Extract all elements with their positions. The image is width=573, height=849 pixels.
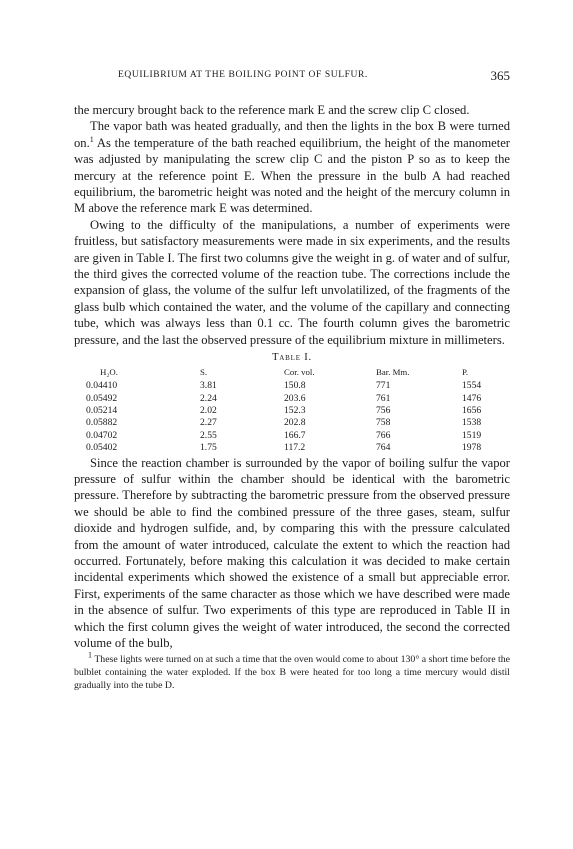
cell-pressure: 1656 <box>462 404 482 416</box>
cell-volume: 150.8 <box>284 380 306 392</box>
cell-volume: 166.7 <box>284 429 306 441</box>
cell-water: 0.05492 <box>86 392 118 404</box>
paragraph-vapor-bath-text-b: As the temperature of the bath reached equilibrium, the height of the manometer was adjusted by manipulating the screw clip C and the piston P so as to keep the mercury at the reference point E. When the pressure in the bulb A had reached equilibrium, the barometric height was noted and the height of the mercury column in M above the reference mark E was determined. <box>74 135 510 216</box>
cell-sulfur: 1.75 <box>200 442 217 454</box>
paragraph-vapor-bath <box>74 118 510 216</box>
cell-sulfur: 2.02 <box>200 404 217 416</box>
cell-sulfur: 2.24 <box>200 392 217 404</box>
cell-pressure: 1476 <box>462 392 482 404</box>
table-row <box>86 380 491 392</box>
paragraph-vapor-bath-text-a: The vapor bath was heated gradually, and then the lights in the box B were turned on. <box>74 119 510 150</box>
table-header-row <box>86 366 491 380</box>
cell-barometric: 771 <box>376 380 391 392</box>
paragraph-reaction-chamber: Since the reaction chamber is surrounded by the vapor of boiling sulfur the vapor pressure of sulfur within the chamber should be identical with the barometric pressure. Therefore by subtracting the barometric pressure from the observed pressure we should be able to find the combined pressure of the three gases, steam, sulfur dioxide and hydrogen sulfide, and, by comparing this with the pressure calculated from the amount of water introduced, calculate the extent to which the reaction had occurred. Fortunately, before making this calculation it was decided to make certain incidental experiments which showed the existence of a small but appreciable error. First, experiments of the same character as those which we have described were made in the absence of sulfur. Two experiments of this type are reproduced in Table II in which the first column gives the weight of water introduced, the second the corrected volume of the bulb, <box>74 455 510 650</box>
cell-barometric: 756 <box>376 404 391 416</box>
cell-sulfur: 2.27 <box>200 417 217 429</box>
footnote-text: These lights were turned on at such a time that the oven would come to about 130° a short time before the bulblet containing the water exploded. If the box B were heated for too long a time mercury would distil gradually into the tube D. <box>74 654 510 691</box>
column-header-volume: Cor. vol. <box>284 367 315 378</box>
cell-barometric: 761 <box>376 392 391 404</box>
cell-pressure: 1978 <box>462 442 482 454</box>
page-number: 365 <box>490 68 510 83</box>
column-header-sulfur: S. <box>200 367 208 378</box>
cell-water: 0.04702 <box>86 429 118 441</box>
cell-volume: 117.2 <box>284 442 306 454</box>
footnote <box>74 651 510 692</box>
cell-volume: 203.6 <box>284 392 306 404</box>
table-row <box>86 405 491 417</box>
table-caption: Table I. <box>272 352 312 364</box>
table-row <box>86 430 491 442</box>
running-head <box>74 70 510 86</box>
cell-water: 0.04410 <box>86 380 118 392</box>
cell-sulfur: 2.55 <box>200 429 217 441</box>
cell-volume: 202.8 <box>284 417 306 429</box>
data-table <box>86 366 491 454</box>
footnote-reference: 1 <box>89 134 94 144</box>
cell-water: 0.05402 <box>86 442 118 454</box>
cell-water: 0.05214 <box>86 404 118 416</box>
cell-barometric: 766 <box>376 429 391 441</box>
cell-sulfur: 3.81 <box>200 380 217 392</box>
cell-water: 0.05882 <box>86 417 118 429</box>
page <box>74 70 510 692</box>
footnote-body <box>74 651 510 692</box>
cell-pressure: 1519 <box>462 429 482 441</box>
cell-pressure: 1538 <box>462 417 482 429</box>
paragraph-manipulations: Owing to the difficulty of the manipulations, a number of experiments were fruitless, but satisfactory measurements were made in six experiments, and the results are given in Table I. The first two columns give the weight in g. of water and of sulfur, the third gives the corrected volume of the reaction tube. The corrections include the expansion of glass, the volume of the sulfur left unvolatilized, of the fragments of the glass bulb which contained the water, and the volume of the capillary and connecting tube, which was always less than 0.1 cc. The fourth column gives the barometric pressure, and the last the observed pressure of the equilibrium mixture in millimeters. <box>74 217 510 347</box>
column-header-pressure: P. <box>462 367 469 378</box>
paragraph-continuation: the mercury brought back to the reference mark E and the screw clip C closed. <box>74 103 470 117</box>
cell-pressure: 1554 <box>462 380 482 392</box>
footnote-marker: 1 <box>88 651 92 661</box>
table-row <box>86 393 491 405</box>
running-title: EQUILIBRIUM AT THE BOILING POINT OF SULFUR. <box>118 70 368 80</box>
column-header-barometric: Bar. Mm. <box>376 367 410 378</box>
cell-barometric: 758 <box>376 417 391 429</box>
table-row <box>86 417 491 429</box>
column-header-water: H₂O. <box>100 367 118 378</box>
cell-barometric: 764 <box>376 442 391 454</box>
table-row <box>86 442 491 454</box>
cell-volume: 152.3 <box>284 404 306 416</box>
